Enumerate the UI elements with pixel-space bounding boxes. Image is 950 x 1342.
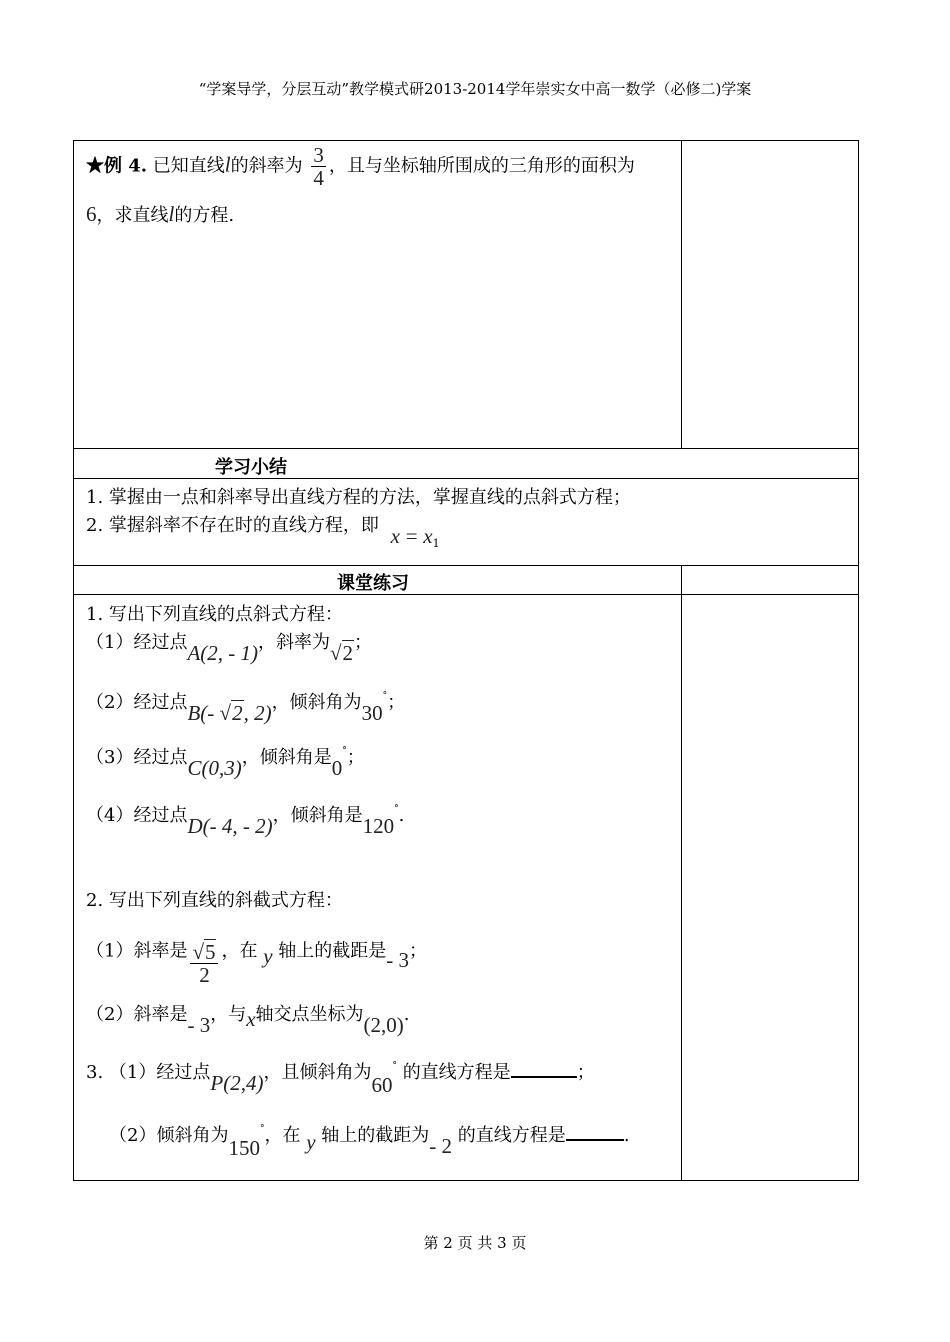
q3-part-2: （2）倾斜角为150°，在 y 轴上的截距为- 2 的直线方程是 .	[109, 1124, 630, 1160]
summary-item-1: 1. 掌握由一点和斜率导出直线方程的方法，掌握直线的点斜式方程；	[86, 487, 631, 508]
slope-fraction: $\frac{3}{4}$	[313, 143, 324, 190]
answer-blank-1[interactable]	[511, 1060, 577, 1078]
answer-blank-2[interactable]	[566, 1123, 624, 1141]
q3-part-1: 3. （1）经过点P(2,4)，且倾斜角为60° 的直线方程是 ；	[86, 1061, 595, 1097]
q1-stem: 1. 写出下列直线的点斜式方程：	[86, 604, 343, 625]
q1-part-3: （3）经过点C(0,3)，倾斜角是0°；	[86, 746, 365, 780]
practice-title: 课堂练习	[337, 573, 409, 594]
example-4-line-2: 6，求直线l的方程.	[86, 202, 235, 226]
q2-stem: 2. 写出下列直线的斜截式方程：	[86, 890, 343, 911]
page-header: “学案导学，分层互动”教学模式研2013-2014学年崇实女中高一数学（必修二)学案	[198, 80, 752, 98]
summary-item-2: 2. 掌握斜率不存在时的直线方程，即 $x = x_1$	[86, 515, 440, 550]
summary-title: 学习小结	[215, 457, 287, 478]
summary-title-cell	[74, 449, 859, 479]
q1-part-1: （1）经过点A(2, - 1)，斜率为√2；	[86, 632, 373, 665]
q1-part-2: （2）经过点B(- √2, 2)，倾斜角为30°；	[86, 691, 406, 725]
notes-cell-2	[682, 566, 859, 595]
example-4-label: ★例 4.	[86, 155, 148, 177]
notes-cell-3	[682, 595, 859, 1181]
example-4-line-1: ★例 4. 已知直线l的斜率为 $\frac{3}{4}$ ，且与坐标轴所围成的三角形的面积为	[86, 143, 635, 190]
q2-part-2: （2）斜率是- 3，与x轴交点坐标为(2,0).	[86, 1004, 410, 1037]
q1-part-4: （4）经过点D(- 4, - 2)，倾斜角是120°.	[86, 804, 405, 838]
notes-cell-1	[682, 141, 859, 449]
q2-part-1: （1）斜率是 $\frac{√5}{2}$ ，在 y 轴上的截距是- 3；	[86, 940, 428, 987]
page-footer: 第 2 页 共 3 页	[423, 1234, 527, 1252]
